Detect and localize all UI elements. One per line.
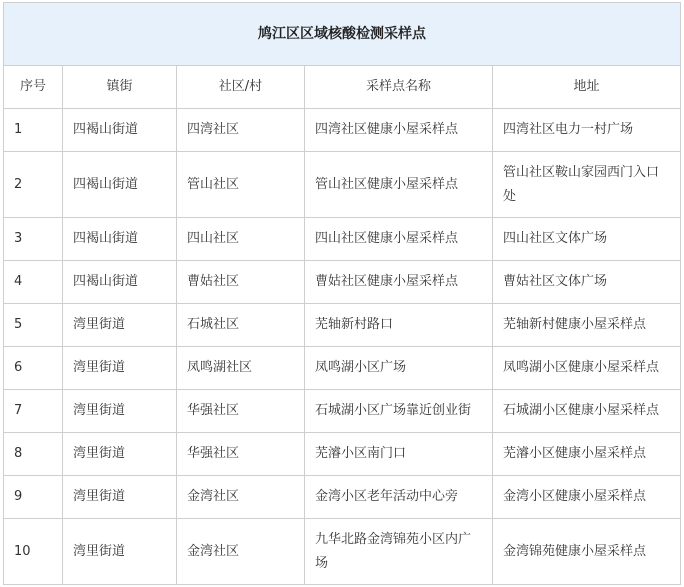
- cell-site-name: 曹姑社区健康小屋采样点: [305, 261, 493, 304]
- cell-town: 湾里街道: [63, 476, 177, 519]
- table-row: [4, 152, 681, 218]
- column-header-site-name: 采样点名称: [305, 66, 493, 109]
- cell-town: 湾里街道: [63, 390, 177, 433]
- cell-site-name: 芜轴新村路口: [305, 304, 493, 347]
- cell-community: 曹姑社区: [177, 261, 305, 304]
- header-row: [4, 66, 681, 109]
- table-row: [4, 109, 681, 152]
- cell-town: 四褐山街道: [63, 109, 177, 152]
- cell-address: 石城湖小区健康小屋采样点: [493, 390, 681, 433]
- cell-town: 四褐山街道: [63, 152, 177, 218]
- cell-community: 管山社区: [177, 152, 305, 218]
- cell-address: 芜轴新村健康小屋采样点: [493, 304, 681, 347]
- table-row: [4, 304, 681, 347]
- cell-town: 湾里街道: [63, 347, 177, 390]
- cell-index: 5: [4, 304, 63, 347]
- cell-site-name: 四湾社区健康小屋采样点: [305, 109, 493, 152]
- cell-address: 四湾社区电力一村广场: [493, 109, 681, 152]
- cell-community: 金湾社区: [177, 519, 305, 585]
- cell-site-name: 芜濬小区南门口: [305, 433, 493, 476]
- cell-site-name: 金湾小区老年活动中心旁: [305, 476, 493, 519]
- cell-site-name: 管山社区健康小屋采样点: [305, 152, 493, 218]
- cell-site-name: 石城湖小区广场靠近创业街: [305, 390, 493, 433]
- cell-community: 石城社区: [177, 304, 305, 347]
- title-row: [4, 3, 681, 66]
- cell-town: 湾里街道: [63, 519, 177, 585]
- cell-community: 四湾社区: [177, 109, 305, 152]
- column-header-address: 地址: [493, 66, 681, 109]
- cell-site-name: 九华北路金湾锦苑小区内广场: [305, 519, 493, 585]
- cell-community: 凤鸣湖社区: [177, 347, 305, 390]
- cell-index: 4: [4, 261, 63, 304]
- cell-town: 湾里街道: [63, 304, 177, 347]
- cell-index: 1: [4, 109, 63, 152]
- cell-address: 凤鸣湖小区健康小屋采样点: [493, 347, 681, 390]
- table-row: [4, 519, 681, 585]
- cell-address: 芜濬小区健康小屋采样点: [493, 433, 681, 476]
- table-row: [4, 261, 681, 304]
- table-row: [4, 433, 681, 476]
- table-title: 鸠江区区域核酸检测采样点: [4, 3, 681, 66]
- cell-town: 湾里街道: [63, 433, 177, 476]
- cell-index: 6: [4, 347, 63, 390]
- sampling-points-table: [3, 2, 681, 585]
- cell-address: 四山社区文体广场: [493, 218, 681, 261]
- cell-index: 9: [4, 476, 63, 519]
- table-row: [4, 390, 681, 433]
- cell-address: 管山社区鞍山家园西门入口处: [493, 152, 681, 218]
- cell-community: 四山社区: [177, 218, 305, 261]
- cell-town: 四褐山街道: [63, 218, 177, 261]
- cell-index: 2: [4, 152, 63, 218]
- cell-address: 金湾锦苑健康小屋采样点: [493, 519, 681, 585]
- cell-index: 7: [4, 390, 63, 433]
- cell-community: 华强社区: [177, 433, 305, 476]
- table-row: [4, 347, 681, 390]
- column-header-index: 序号: [4, 66, 63, 109]
- column-header-community: 社区/村: [177, 66, 305, 109]
- cell-address: 曹姑社区文体广场: [493, 261, 681, 304]
- cell-index: 3: [4, 218, 63, 261]
- table-row: [4, 476, 681, 519]
- cell-index: 10: [4, 519, 63, 585]
- cell-site-name: 四山社区健康小屋采样点: [305, 218, 493, 261]
- cell-address: 金湾小区健康小屋采样点: [493, 476, 681, 519]
- cell-site-name: 凤鸣湖小区广场: [305, 347, 493, 390]
- cell-town: 四褐山街道: [63, 261, 177, 304]
- column-header-town: 镇街: [63, 66, 177, 109]
- cell-community: 金湾社区: [177, 476, 305, 519]
- cell-index: 8: [4, 433, 63, 476]
- cell-community: 华强社区: [177, 390, 305, 433]
- table-row: [4, 218, 681, 261]
